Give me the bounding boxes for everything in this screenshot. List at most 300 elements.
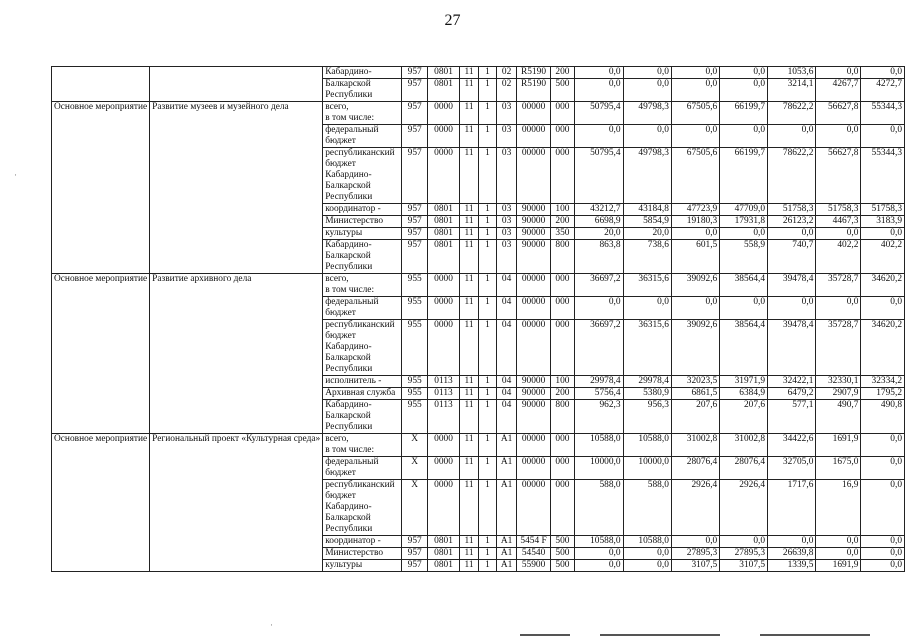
budget-code-cell: 03	[496, 102, 517, 125]
budget-code-cell: 1	[479, 228, 497, 240]
table-row	[52, 102, 905, 125]
funding-source-line: исполнитель -	[325, 376, 382, 386]
budget-code-cell: 800	[550, 240, 575, 274]
activity-name-cell: Региональный проект «Культурная среда»	[150, 434, 323, 572]
amount-cell: 4272,7	[861, 79, 905, 102]
budget-code-cell: 03	[496, 125, 517, 148]
funding-source-cell	[323, 376, 402, 388]
budget-code-cell: 000	[550, 480, 575, 536]
budget-code-cell: 04	[496, 388, 517, 400]
budget-code-cell: 11	[459, 148, 478, 204]
funding-source-line: Республики	[325, 364, 373, 374]
budget-code-cell: 0113	[428, 376, 460, 388]
budget-code-cell: 1	[479, 536, 497, 548]
budget-code-cell: 00000	[517, 457, 550, 480]
budget-code-cell: 1	[479, 67, 497, 79]
amount-cell: 0,0	[816, 67, 861, 79]
budget-code-cell: 1	[479, 148, 497, 204]
budget-code-cell: 957	[402, 216, 428, 228]
budget-code-cell: X	[402, 480, 428, 536]
funding-source-line: культуры	[325, 228, 363, 238]
amount-cell: 32422,1	[768, 376, 816, 388]
funding-source-cell	[323, 560, 402, 572]
amount-cell: 0,0	[816, 125, 861, 148]
budget-code-cell: 955	[402, 320, 428, 376]
amount-cell: 0,0	[671, 67, 719, 79]
amount-cell: 39478,4	[768, 274, 816, 297]
funding-source-cell	[323, 480, 402, 536]
amount-cell: 0,0	[720, 536, 768, 548]
amount-cell: 56627,8	[816, 102, 861, 125]
funding-source-cell	[323, 400, 402, 434]
amount-cell: 0,0	[720, 297, 768, 320]
budget-code-cell: 800	[550, 400, 575, 434]
budget-code-cell: 957	[402, 240, 428, 274]
amount-cell: 31002,8	[671, 434, 719, 457]
amount-cell: 35728,7	[816, 274, 861, 297]
budget-code-cell: 02	[496, 79, 517, 102]
funding-source-line: бюджет	[325, 308, 356, 318]
budget-code-cell: 957	[402, 148, 428, 204]
budget-code-cell: 1	[479, 79, 497, 102]
amount-cell: 78622,2	[768, 148, 816, 204]
budget-code-cell: 11	[459, 274, 478, 297]
budget-code-cell: 11	[459, 67, 478, 79]
funding-source-line: всего,	[325, 434, 349, 444]
amount-cell: 0,0	[623, 297, 671, 320]
amount-cell: 6698,9	[575, 216, 623, 228]
amount-cell: 0,0	[671, 536, 719, 548]
amount-cell: 1717,6	[768, 480, 816, 536]
budget-code-cell: 0801	[428, 79, 460, 102]
budget-code-cell: 957	[402, 204, 428, 216]
funding-source-line: Балкарской	[325, 513, 371, 523]
budget-code-cell: X	[402, 434, 428, 457]
amount-cell: 0,0	[816, 548, 861, 560]
funding-source-line: Балкарской	[325, 181, 371, 191]
amount-cell: 0,0	[671, 125, 719, 148]
budget-code-cell: 1	[479, 480, 497, 536]
budget-code-cell: 955	[402, 297, 428, 320]
budget-code-cell: 0000	[428, 297, 460, 320]
funding-source-cell	[323, 228, 402, 240]
budget-code-cell: 957	[402, 560, 428, 572]
table-row	[52, 67, 905, 79]
budget-code-cell: 1	[479, 274, 497, 297]
budget-code-cell: 00000	[517, 320, 550, 376]
funding-source-line: в том числе:	[325, 113, 375, 123]
budget-code-cell: 955	[402, 388, 428, 400]
budget-code-cell: 90000	[517, 204, 550, 216]
amount-cell: 10588,0	[575, 536, 623, 548]
budget-code-cell: A1	[496, 560, 517, 572]
amount-cell: 67505,6	[671, 102, 719, 125]
amount-cell: 31971,9	[720, 376, 768, 388]
amount-cell: 0,0	[861, 228, 905, 240]
amount-cell: 863,8	[575, 240, 623, 274]
budget-code-cell: 11	[459, 102, 478, 125]
budget-code-cell: 0000	[428, 102, 460, 125]
amount-cell: 51758,3	[861, 204, 905, 216]
budget-code-cell: 00000	[517, 434, 550, 457]
budget-code-cell: 11	[459, 216, 478, 228]
budget-code-cell: 955	[402, 376, 428, 388]
budget-code-cell: 1	[479, 240, 497, 274]
budget-code-cell: 00000	[517, 148, 550, 204]
budget-code-cell: 1	[479, 125, 497, 148]
table-row	[52, 274, 905, 297]
amount-cell: 38564,4	[720, 274, 768, 297]
amount-cell: 36315,6	[623, 274, 671, 297]
amount-cell: 10588,0	[623, 536, 671, 548]
budget-code-cell: 1	[479, 457, 497, 480]
amount-cell: 2926,4	[720, 480, 768, 536]
amount-cell: 4467,3	[816, 216, 861, 228]
amount-cell: 26123,2	[768, 216, 816, 228]
amount-cell: 956,3	[623, 400, 671, 434]
funding-source-line: Кабардино-	[325, 342, 372, 352]
budget-code-cell: 03	[496, 240, 517, 274]
funding-source-line: координатор -	[325, 204, 381, 214]
amount-cell: 32705,0	[768, 457, 816, 480]
amount-cell: 49798,3	[623, 148, 671, 204]
funding-source-line: Балкарской	[325, 79, 371, 89]
amount-cell: 0,0	[720, 67, 768, 79]
budget-code-cell: A1	[496, 480, 517, 536]
budget-code-cell: 03	[496, 216, 517, 228]
amount-cell: 47723,9	[671, 204, 719, 216]
funding-source-line: культуры	[325, 560, 363, 570]
funding-source-cell	[323, 216, 402, 228]
budget-code-cell: 11	[459, 560, 478, 572]
budget-code-cell: 90000	[517, 228, 550, 240]
funding-source-line: федеральный	[325, 125, 379, 135]
amount-cell: 10588,0	[575, 434, 623, 457]
amount-cell: 962,3	[575, 400, 623, 434]
budget-code-cell: 1	[479, 560, 497, 572]
budget-code-cell: 500	[550, 560, 575, 572]
budget-code-cell: 957	[402, 67, 428, 79]
amount-cell: 20,0	[623, 228, 671, 240]
amount-cell: 0,0	[623, 67, 671, 79]
budget-code-cell: 90000	[517, 388, 550, 400]
budget-code-cell: 0000	[428, 125, 460, 148]
budget-code-cell: 11	[459, 536, 478, 548]
amount-cell: 20,0	[575, 228, 623, 240]
budget-code-cell: A1	[496, 536, 517, 548]
funding-source-line: Балкарской	[325, 251, 371, 261]
amount-cell: 5854,9	[623, 216, 671, 228]
budget-code-cell: 0801	[428, 536, 460, 548]
amount-cell: 588,0	[623, 480, 671, 536]
amount-cell: 0,0	[768, 297, 816, 320]
amount-cell: 47709,0	[720, 204, 768, 216]
amount-cell: 1795,2	[861, 388, 905, 400]
amount-cell: 38564,4	[720, 320, 768, 376]
budget-code-cell: 0801	[428, 67, 460, 79]
budget-code-cell: 0801	[428, 216, 460, 228]
funding-source-cell	[323, 204, 402, 216]
funding-source-cell	[323, 297, 402, 320]
amount-cell: 0,0	[623, 79, 671, 102]
amount-cell: 29978,4	[575, 376, 623, 388]
budget-code-cell: 11	[459, 240, 478, 274]
funding-source-cell	[323, 274, 402, 297]
budget-code-cell: R5190	[517, 79, 550, 102]
budget-code-cell: 03	[496, 148, 517, 204]
budget-code-cell: 54540	[517, 548, 550, 560]
budget-code-cell: 350	[550, 228, 575, 240]
budget-code-cell: 00000	[517, 274, 550, 297]
funding-source-line: бюджет	[325, 468, 356, 478]
budget-code-cell: 0801	[428, 204, 460, 216]
budget-code-cell: 11	[459, 548, 478, 560]
budget-code-cell: 955	[402, 274, 428, 297]
budget-code-cell: 957	[402, 536, 428, 548]
budget-code-cell: 1	[479, 434, 497, 457]
budget-code-cell: 0000	[428, 274, 460, 297]
budget-code-cell: 1	[479, 102, 497, 125]
activity-name-cell	[150, 67, 323, 102]
amount-cell: 43212,7	[575, 204, 623, 216]
budget-code-cell: 000	[550, 148, 575, 204]
funding-source-line: Министерство	[325, 548, 384, 558]
budget-code-cell: 00000	[517, 102, 550, 125]
amount-cell: 0,0	[768, 125, 816, 148]
amount-cell: 26639,8	[768, 548, 816, 560]
budget-code-cell: 11	[459, 457, 478, 480]
budget-code-cell: A1	[496, 434, 517, 457]
amount-cell: 36697,2	[575, 274, 623, 297]
amount-cell: 490,7	[816, 400, 861, 434]
amount-cell: 3107,5	[720, 560, 768, 572]
budget-code-cell: 200	[550, 216, 575, 228]
amount-cell: 3107,5	[671, 560, 719, 572]
funding-source-cell	[323, 536, 402, 548]
funding-source-line: Балкарской	[325, 411, 371, 421]
amount-cell: 2926,4	[671, 480, 719, 536]
budget-code-cell: 11	[459, 388, 478, 400]
funding-source-cell	[323, 79, 402, 102]
budget-code-cell: 0000	[428, 434, 460, 457]
amount-cell: 10000,0	[623, 457, 671, 480]
funding-source-line: Республики	[325, 90, 373, 100]
amount-cell: 28076,4	[720, 457, 768, 480]
budget-code-cell: 1	[479, 204, 497, 216]
budget-code-cell: 1	[479, 400, 497, 434]
activity-type-cell	[52, 67, 150, 102]
amount-cell: 36697,2	[575, 320, 623, 376]
funding-source-cell	[323, 548, 402, 560]
budget-code-cell: 02	[496, 67, 517, 79]
funding-source-line: Кабардино-	[325, 170, 372, 180]
amount-cell: 0,0	[671, 79, 719, 102]
budget-code-cell: 1	[479, 320, 497, 376]
amount-cell: 0,0	[861, 548, 905, 560]
budget-code-cell: 000	[550, 297, 575, 320]
budget-code-cell: 04	[496, 274, 517, 297]
budget-code-cell: 500	[550, 536, 575, 548]
amount-cell: 0,0	[720, 79, 768, 102]
budget-code-cell: 200	[550, 388, 575, 400]
amount-cell: 1691,9	[816, 434, 861, 457]
amount-cell: 0,0	[575, 548, 623, 560]
amount-cell: 207,6	[720, 400, 768, 434]
activity-type-cell: Основное мероприятие	[52, 274, 150, 434]
budget-code-cell: A1	[496, 457, 517, 480]
amount-cell: 36315,6	[623, 320, 671, 376]
budget-code-cell: 0000	[428, 148, 460, 204]
funding-source-cell	[323, 434, 402, 457]
activity-type-cell: Основное мероприятие	[52, 102, 150, 274]
funding-source-cell	[323, 125, 402, 148]
funding-source-cell	[323, 320, 402, 376]
amount-cell: 32023,5	[671, 376, 719, 388]
amount-cell: 67505,6	[671, 148, 719, 204]
funding-source-line: всего,	[325, 274, 349, 284]
amount-cell: 78622,2	[768, 102, 816, 125]
amount-cell: 39092,6	[671, 320, 719, 376]
budget-code-cell: 11	[459, 376, 478, 388]
amount-cell: 16,9	[816, 480, 861, 536]
budget-code-cell: 5454 F	[517, 536, 550, 548]
activity-name-cell: Развитие архивного дела	[150, 274, 323, 434]
budget-code-cell: 1	[479, 548, 497, 560]
funding-source-cell	[323, 240, 402, 274]
funding-source-line: бюджет	[325, 136, 356, 146]
amount-cell: 43184,8	[623, 204, 671, 216]
scan-mark: ·	[14, 170, 17, 180]
amount-cell: 29978,4	[623, 376, 671, 388]
amount-cell: 0,0	[623, 560, 671, 572]
amount-cell: 0,0	[861, 67, 905, 79]
budget-code-cell: 1	[479, 376, 497, 388]
amount-cell: 402,2	[861, 240, 905, 274]
amount-cell: 0,0	[720, 125, 768, 148]
funding-source-line: Республики	[325, 524, 373, 534]
funding-source-line: Республики	[325, 192, 373, 202]
amount-cell: 19180,3	[671, 216, 719, 228]
amount-cell: 0,0	[816, 228, 861, 240]
budget-code-cell: 11	[459, 297, 478, 320]
budget-code-cell: 11	[459, 400, 478, 434]
budget-code-cell: 1	[479, 216, 497, 228]
budget-code-cell: 90000	[517, 376, 550, 388]
amount-cell: 0,0	[861, 457, 905, 480]
funding-source-line: республиканский	[325, 480, 395, 490]
budget-code-cell: 90000	[517, 240, 550, 274]
amount-cell: 27895,3	[671, 548, 719, 560]
amount-cell: 0,0	[861, 480, 905, 536]
amount-cell: 34422,6	[768, 434, 816, 457]
funding-source-line: Кабардино-	[325, 240, 372, 250]
amount-cell: 50795,4	[575, 148, 623, 204]
budget-code-cell: 0113	[428, 400, 460, 434]
amount-cell: 0,0	[768, 536, 816, 548]
budget-code-cell: 04	[496, 376, 517, 388]
budget-code-cell: 11	[459, 228, 478, 240]
budget-code-cell: 955	[402, 400, 428, 434]
amount-cell: 5756,4	[575, 388, 623, 400]
table-body	[52, 67, 905, 572]
funding-source-line: Кабардино-	[325, 502, 372, 512]
budget-code-cell: 500	[550, 548, 575, 560]
funding-source-line: Кабардино-	[325, 67, 372, 77]
amount-cell: 738,6	[623, 240, 671, 274]
funding-source-cell	[323, 67, 402, 79]
amount-cell: 0,0	[720, 228, 768, 240]
funding-source-line: Республики	[325, 262, 373, 272]
budget-code-cell: 90000	[517, 216, 550, 228]
amount-cell: 6861,5	[671, 388, 719, 400]
funding-source-line: всего,	[325, 102, 349, 112]
amount-cell: 28076,4	[671, 457, 719, 480]
amount-cell: 558,9	[720, 240, 768, 274]
budget-code-cell: 90000	[517, 400, 550, 434]
budget-code-cell: 0000	[428, 480, 460, 536]
funding-source-line: координатор -	[325, 536, 381, 546]
budget-code-cell: 0801	[428, 560, 460, 572]
budget-code-cell: 11	[459, 480, 478, 536]
budget-code-cell: 03	[496, 204, 517, 216]
amount-cell: 17931,8	[720, 216, 768, 228]
amount-cell: 3183,9	[861, 216, 905, 228]
budget-code-cell: 0000	[428, 457, 460, 480]
amount-cell: 490,8	[861, 400, 905, 434]
amount-cell: 31002,8	[720, 434, 768, 457]
amount-cell: 0,0	[861, 536, 905, 548]
table-row	[52, 434, 905, 457]
budget-code-cell: 957	[402, 228, 428, 240]
amount-cell: 601,5	[671, 240, 719, 274]
amount-cell: 1053,6	[768, 67, 816, 79]
scan-artifact	[600, 634, 720, 636]
amount-cell: 5380,9	[623, 388, 671, 400]
amount-cell: 0,0	[623, 125, 671, 148]
budget-code-cell: A1	[496, 548, 517, 560]
amount-cell: 0,0	[861, 434, 905, 457]
amount-cell: 51758,3	[768, 204, 816, 216]
budget-code-cell: 957	[402, 102, 428, 125]
budget-code-cell: R5190	[517, 67, 550, 79]
funding-source-line: республиканский	[325, 320, 395, 330]
amount-cell: 1339,5	[768, 560, 816, 572]
activity-name-cell: Развитие музеев и музейного дела	[150, 102, 323, 274]
amount-cell: 50795,4	[575, 102, 623, 125]
amount-cell: 0,0	[861, 297, 905, 320]
funding-source-line: федеральный	[325, 457, 379, 467]
funding-source-line: в том числе:	[325, 285, 375, 295]
amount-cell: 32334,2	[861, 376, 905, 388]
amount-cell: 1675,0	[816, 457, 861, 480]
budget-code-cell: 0801	[428, 548, 460, 560]
budget-code-cell: 000	[550, 102, 575, 125]
budget-code-cell: 1	[479, 297, 497, 320]
funding-source-cell	[323, 148, 402, 204]
budget-code-cell: 11	[459, 125, 478, 148]
budget-code-cell: 00000	[517, 480, 550, 536]
amount-cell: 577,1	[768, 400, 816, 434]
scan-artifact	[760, 634, 870, 636]
amount-cell: 0,0	[816, 536, 861, 548]
amount-cell: 34620,2	[861, 320, 905, 376]
budget-code-cell: 03	[496, 228, 517, 240]
amount-cell: 56627,8	[816, 148, 861, 204]
amount-cell: 39478,4	[768, 320, 816, 376]
amount-cell: 32330,1	[816, 376, 861, 388]
amount-cell: 35728,7	[816, 320, 861, 376]
budget-code-cell: 11	[459, 79, 478, 102]
